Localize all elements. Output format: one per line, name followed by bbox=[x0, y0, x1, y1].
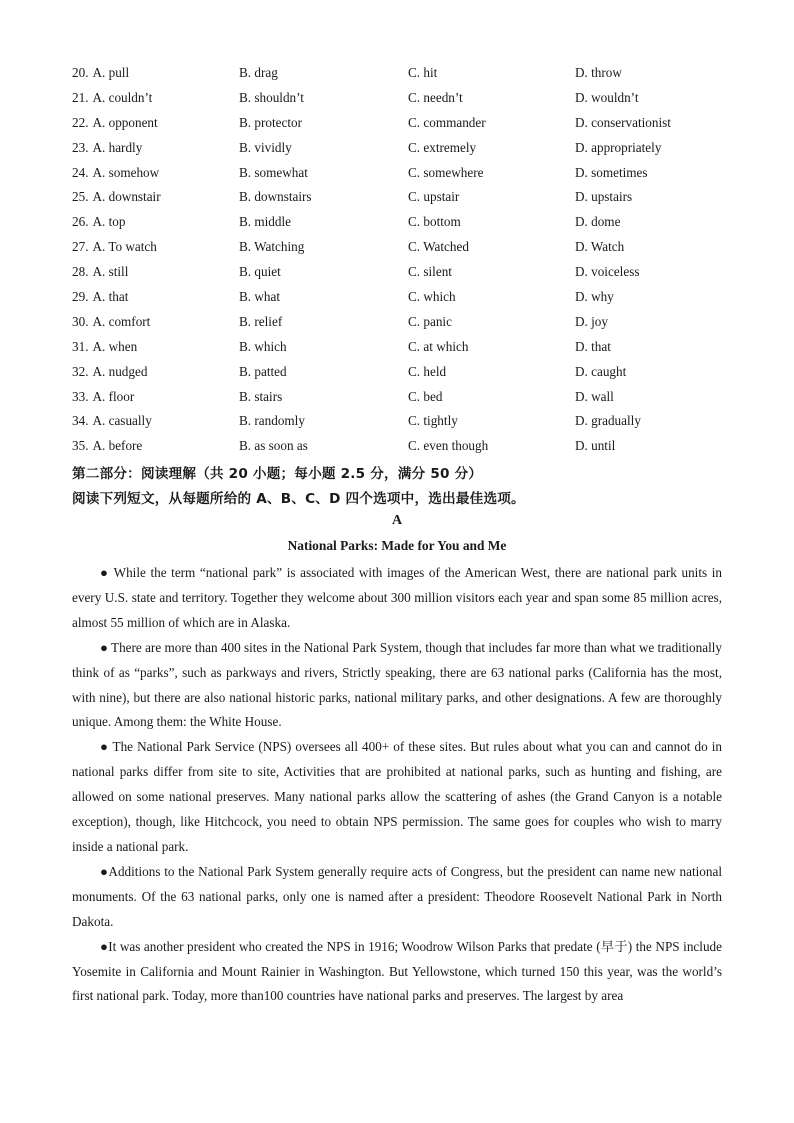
option-row bbox=[72, 88, 732, 113]
option-c: C. which bbox=[408, 289, 456, 305]
section-heading: 第二部分：阅读理解（共 20 小题；每小题 2.5 分，满分 50 分） bbox=[72, 466, 483, 482]
passage-title: National Parks: Made for You and Me bbox=[287, 538, 507, 553]
option-b: B. what bbox=[239, 289, 281, 305]
option-a bbox=[72, 88, 152, 108]
option-a-text: A. downstair bbox=[92, 189, 161, 205]
option-row bbox=[72, 113, 732, 138]
option-a-text: A. casually bbox=[92, 413, 152, 429]
option-b: B. relief bbox=[239, 313, 283, 329]
option-b: B. as soon as bbox=[239, 438, 308, 454]
option-row bbox=[72, 212, 732, 237]
option-a bbox=[72, 312, 150, 332]
option-d: D. wall bbox=[575, 388, 614, 404]
option-a-text: A. top bbox=[92, 214, 126, 230]
option-row bbox=[72, 237, 732, 262]
option-a-text: A. comfort bbox=[92, 313, 151, 329]
option-row bbox=[72, 387, 732, 412]
option-c: C. needn’t bbox=[408, 89, 463, 105]
option-row bbox=[72, 138, 732, 163]
passage-paragraph: ● The National Park Service (NPS) oversees all 400+ of these sites. But rules about what you can and cannot do in national parks differ from site to site, Activities that are prohibited at national parks, such as hunting and fishing, are allowed on some national preserves. Many national parks allow the scattering of ashes (the Grand Canyon is a notable exception), though, like Hitchcock, you need to obtain NPS permission. The same goes for couples who wish to marry inside a national park. bbox=[72, 739, 722, 854]
option-b: B. shouldn’t bbox=[239, 89, 304, 105]
option-d: D. that bbox=[575, 338, 611, 354]
option-b: B. somewhat bbox=[239, 164, 308, 180]
option-a-text: A. floor bbox=[92, 388, 135, 404]
option-c: C. somewhere bbox=[408, 164, 484, 180]
passage-letter: A bbox=[391, 513, 403, 528]
option-a bbox=[72, 436, 142, 456]
option-d: D. throw bbox=[575, 65, 622, 80]
option-a bbox=[72, 63, 129, 83]
option-row bbox=[72, 337, 732, 362]
option-row bbox=[72, 287, 732, 312]
section-instruction: 阅读下列短文，从每题所给的 A、B、C、D 四个选项中，选出最佳选项。 bbox=[72, 491, 525, 507]
option-row bbox=[72, 262, 732, 287]
option-row bbox=[72, 411, 732, 436]
passage-paragraph: ●Additions to the National Park System generally require acts of Congress, but the president can name new national monuments. Of the 63 national parks, only one is named after a president: Theodore Roosevelt National Park in North Dakota. bbox=[72, 863, 722, 929]
question-number: 27. bbox=[72, 239, 89, 255]
question-number: 34. bbox=[72, 413, 89, 429]
option-d: D. dome bbox=[575, 214, 621, 230]
option-c: C. commander bbox=[408, 114, 486, 130]
option-a-text: A. hardly bbox=[92, 139, 143, 155]
option-d: D. conservationist bbox=[575, 114, 671, 130]
option-b: B. vividly bbox=[239, 139, 292, 155]
option-c: C. bottom bbox=[408, 214, 461, 230]
answer-options-table bbox=[72, 63, 732, 461]
option-a bbox=[72, 212, 125, 232]
option-b: B. which bbox=[239, 338, 287, 354]
option-a-text: A. when bbox=[92, 338, 138, 354]
option-a bbox=[72, 411, 152, 431]
option-d: D. joy bbox=[575, 313, 608, 329]
question-number: 23. bbox=[72, 139, 89, 155]
question-number: 25. bbox=[72, 189, 89, 205]
option-a-text: A. pull bbox=[92, 65, 130, 80]
option-c: C. silent bbox=[408, 264, 452, 280]
question-number: 30. bbox=[72, 313, 89, 329]
passage-paragraph: ● There are more than 400 sites in the National Park System, though that includes far more than what we traditionally think of as “parks”, such as parkways and rivers, Strictly speaking, there are 63 national parks (California has the most, with nine), but there are also national historic parks, national military parks, and other designations. A few are thoroughly unique. Among them: the White House. bbox=[72, 639, 722, 730]
option-a-text: A. somehow bbox=[92, 164, 160, 180]
option-a bbox=[72, 337, 137, 357]
option-a bbox=[72, 262, 128, 282]
option-row bbox=[72, 436, 732, 461]
question-number: 35. bbox=[72, 438, 89, 454]
question-number: 20. bbox=[72, 65, 89, 80]
option-d: D. caught bbox=[575, 363, 627, 379]
option-row bbox=[72, 63, 732, 88]
question-number: 33. bbox=[72, 388, 89, 404]
option-c: C. upstair bbox=[408, 189, 460, 205]
option-d: D. wouldn’t bbox=[575, 89, 639, 105]
option-b: B. Watching bbox=[239, 239, 305, 255]
option-a-text: A. nudged bbox=[92, 363, 148, 379]
option-d: D. Watch bbox=[575, 239, 625, 255]
passage-paragraph: ●It was another president who created the NPS in 1916; Woodrow Wilson Parks that predate (早于) the NPS include Yosemite in California and Mount Rainier in Washington. But Yellowstone, which turned 150 this year, was the world’s first national park. Today, more than100 countries have national parks and preserves. The largest by area bbox=[72, 938, 722, 1004]
passage-paragraph: ● While the term “national park” is associated with images of the American West, there are national park units in every U.S. state and territory. Together they welcome about 300 million visitors each year and span some 85 million acres, almost 55 million of which are in Alaska. bbox=[72, 565, 722, 630]
option-a bbox=[72, 138, 142, 158]
question-number: 31. bbox=[72, 338, 89, 354]
option-a-text: A. To watch bbox=[92, 239, 157, 255]
option-c: C. extremely bbox=[408, 139, 477, 155]
option-a-text: A. opponent bbox=[92, 114, 158, 130]
option-a bbox=[72, 163, 159, 183]
option-c: C. bed bbox=[408, 388, 443, 404]
option-a bbox=[72, 287, 128, 307]
option-a bbox=[72, 113, 158, 133]
question-number: 22. bbox=[72, 114, 89, 130]
option-row bbox=[72, 187, 732, 212]
option-a-text: A. that bbox=[92, 289, 129, 305]
option-c: C. at which bbox=[408, 338, 469, 354]
option-a-text: A. still bbox=[92, 264, 129, 280]
question-number: 28. bbox=[72, 264, 89, 280]
question-number: 21. bbox=[72, 89, 89, 105]
passage-body bbox=[72, 561, 722, 1009]
option-c: C. even though bbox=[408, 438, 489, 454]
option-a bbox=[72, 237, 157, 257]
option-b: B. quiet bbox=[239, 264, 281, 280]
option-b: B. middle bbox=[239, 214, 292, 230]
question-number: 26. bbox=[72, 214, 89, 230]
option-d: D. appropriately bbox=[575, 139, 662, 155]
option-a-text: A. before bbox=[92, 438, 143, 454]
option-b: B. stairs bbox=[239, 388, 283, 404]
option-a bbox=[72, 362, 147, 382]
option-a bbox=[72, 387, 134, 407]
option-row bbox=[72, 163, 732, 188]
option-b: B. randomly bbox=[239, 413, 305, 429]
option-d: D. gradually bbox=[575, 413, 641, 429]
option-c: C. panic bbox=[408, 313, 452, 329]
option-c: C. hit bbox=[408, 65, 438, 80]
option-row bbox=[72, 362, 732, 387]
option-d: D. until bbox=[575, 438, 616, 454]
question-number: 24. bbox=[72, 164, 89, 180]
option-b: B. patted bbox=[239, 363, 287, 379]
option-d: D. voiceless bbox=[575, 264, 640, 280]
option-c: C. held bbox=[408, 363, 447, 379]
option-b: B. drag bbox=[239, 65, 278, 80]
question-number: 29. bbox=[72, 289, 89, 305]
option-d: D. upstairs bbox=[575, 189, 633, 205]
option-c: C. tightly bbox=[408, 413, 458, 429]
option-b: B. protector bbox=[239, 114, 302, 130]
option-a bbox=[72, 187, 161, 207]
option-b: B. downstairs bbox=[239, 189, 312, 205]
option-row bbox=[72, 312, 732, 337]
question-number: 32. bbox=[72, 363, 89, 379]
option-a-text: A. couldn’t bbox=[92, 89, 153, 105]
option-c: C. Watched bbox=[408, 239, 469, 255]
option-d: D. why bbox=[575, 289, 614, 305]
option-d: D. sometimes bbox=[575, 164, 648, 180]
